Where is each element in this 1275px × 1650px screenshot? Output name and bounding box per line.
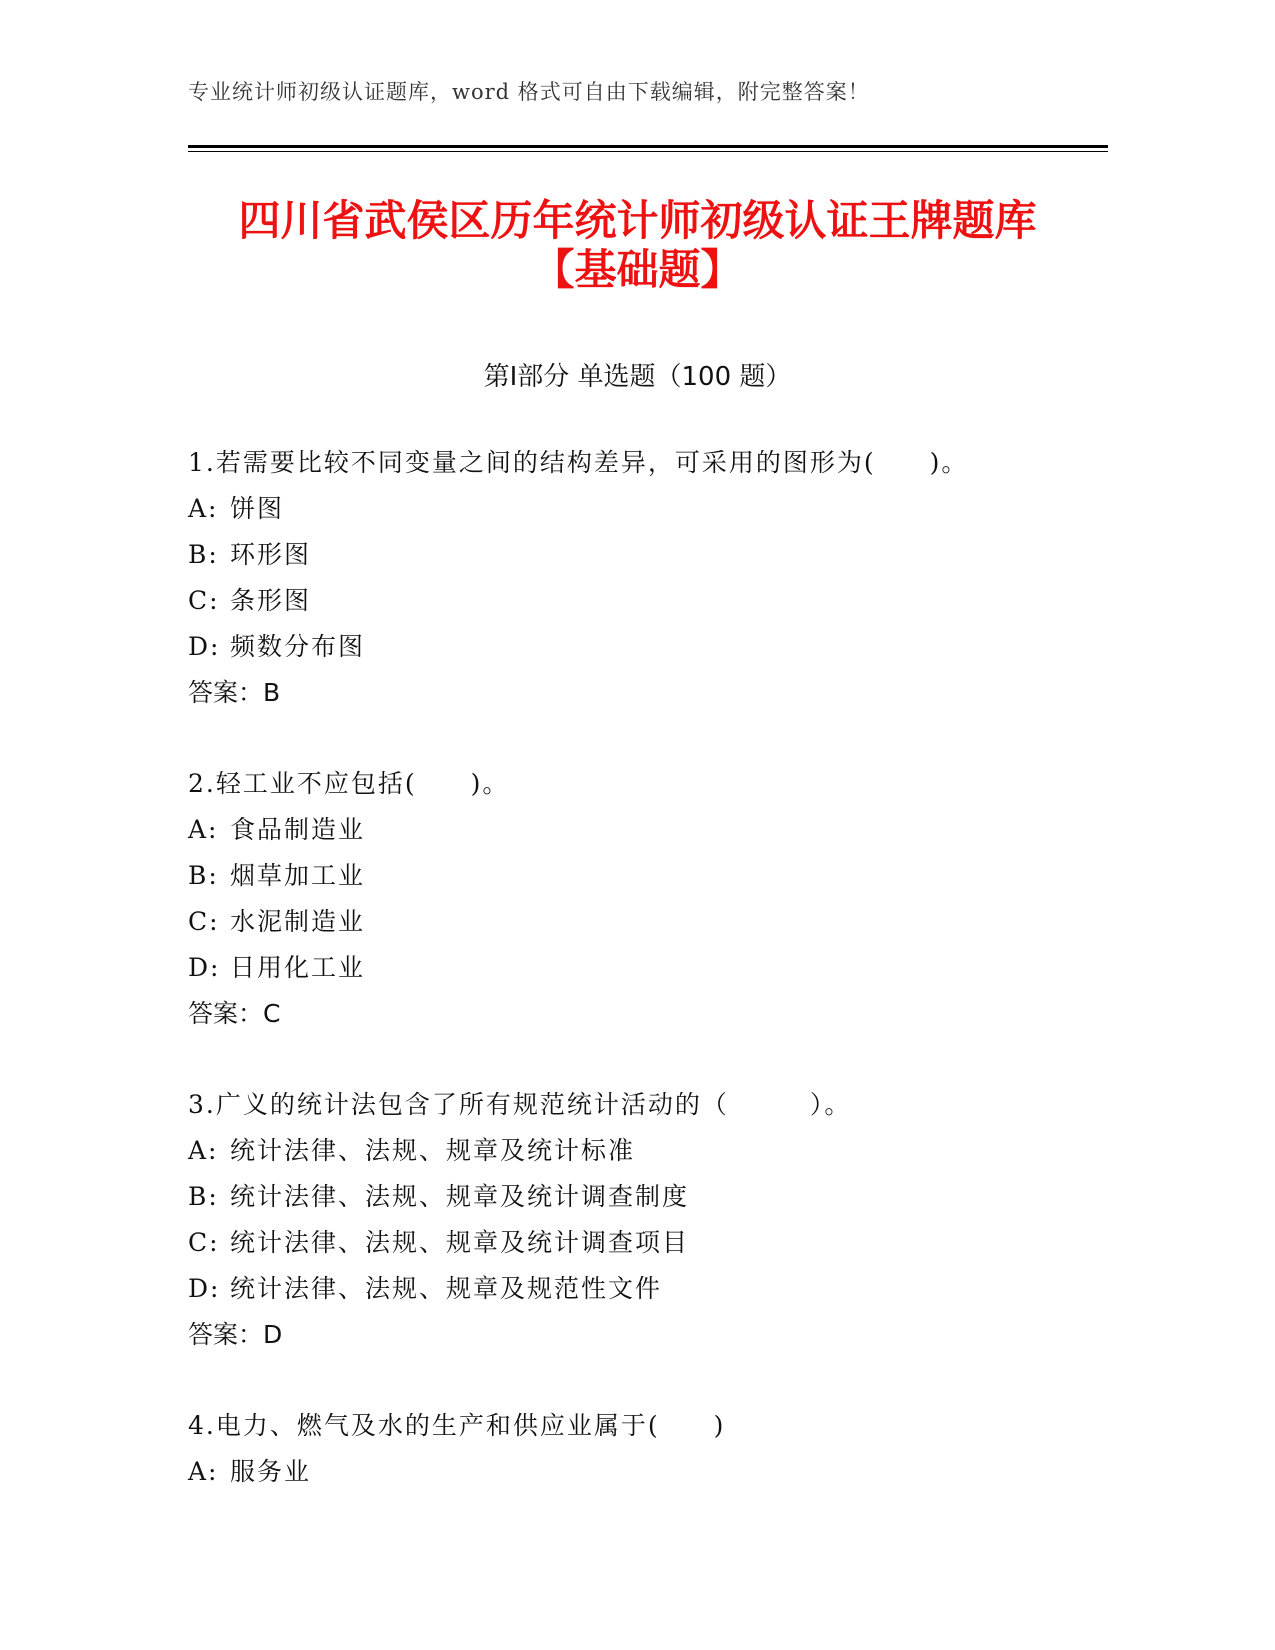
option-a — [188, 1128, 1128, 1174]
question-stem: 2.轻工业不应包括( )。 — [188, 769, 510, 798]
option-b — [188, 532, 1128, 578]
option-b — [188, 853, 1128, 899]
option-text: 统计法律、法规、规章及规范性文件 — [230, 1274, 663, 1303]
option-text: 水泥制造业 — [230, 907, 366, 936]
option-c — [188, 578, 1128, 624]
option-key: D: — [188, 1274, 221, 1303]
header-divider-thick — [188, 145, 1108, 148]
question-4 — [188, 1403, 1128, 1495]
question-stem: 3.广义的统计法包含了所有规范统计活动的（ ）。 — [188, 1090, 852, 1119]
option-b — [188, 1174, 1128, 1220]
question-2 — [188, 761, 1128, 1037]
option-key: D: — [188, 953, 221, 982]
answer-line: 答案：B — [188, 678, 281, 707]
option-key: C: — [188, 586, 220, 615]
option-text: 条形图 — [230, 586, 312, 615]
option-text: 烟草加工业 — [230, 861, 366, 890]
answer-line: 答案：D — [188, 1320, 283, 1349]
document-title-line2: 【基础题】 — [532, 245, 743, 294]
option-c — [188, 899, 1128, 945]
option-key: A: — [188, 1457, 219, 1486]
option-a — [188, 1449, 1128, 1495]
option-text: 食品制造业 — [230, 815, 366, 844]
option-key: A: — [188, 1136, 219, 1165]
option-d — [188, 624, 1128, 670]
question-1 — [188, 440, 1128, 716]
question-3 — [188, 1082, 1128, 1358]
option-text: 统计法律、法规、规章及统计调查项目 — [230, 1228, 690, 1257]
document-title-line1: 四川省武侯区历年统计师初级认证王牌题库 — [238, 196, 1037, 245]
option-key: A: — [188, 494, 219, 523]
option-a — [188, 486, 1128, 532]
option-d — [188, 1266, 1128, 1312]
section-heading: 第Ⅰ部分 单选题（100 题） — [483, 362, 792, 392]
question-list — [188, 440, 1128, 1540]
answer-line: 答案：C — [188, 999, 281, 1028]
question-stem: 1.若需要比较不同变量之间的结构差异，可采用的图形为( )。 — [188, 448, 969, 477]
option-text: 统计法律、法规、规章及统计调查制度 — [230, 1182, 690, 1211]
option-d — [188, 945, 1128, 991]
option-key: B: — [188, 861, 219, 890]
option-a — [188, 807, 1128, 853]
option-c — [188, 1220, 1128, 1266]
option-key: B: — [188, 540, 219, 569]
option-key: C: — [188, 907, 220, 936]
option-key: C: — [188, 1228, 220, 1257]
option-text: 饼图 — [230, 494, 285, 523]
option-key: A: — [188, 815, 219, 844]
option-key: D: — [188, 632, 221, 661]
option-text: 环形图 — [230, 540, 312, 569]
header-divider-thin — [188, 151, 1108, 152]
option-text: 日用化工业 — [230, 953, 366, 982]
option-text: 服务业 — [230, 1457, 312, 1486]
option-text: 频数分布图 — [230, 632, 366, 661]
header-note: 专业统计师初级认证题库，word 格式可自由下载编辑，附完整答案！ — [188, 80, 870, 104]
question-stem: 4.电力、燃气及水的生产和供应业属于( ) — [188, 1411, 726, 1440]
option-key: B: — [188, 1182, 219, 1211]
option-text: 统计法律、法规、规章及统计标准 — [230, 1136, 636, 1165]
